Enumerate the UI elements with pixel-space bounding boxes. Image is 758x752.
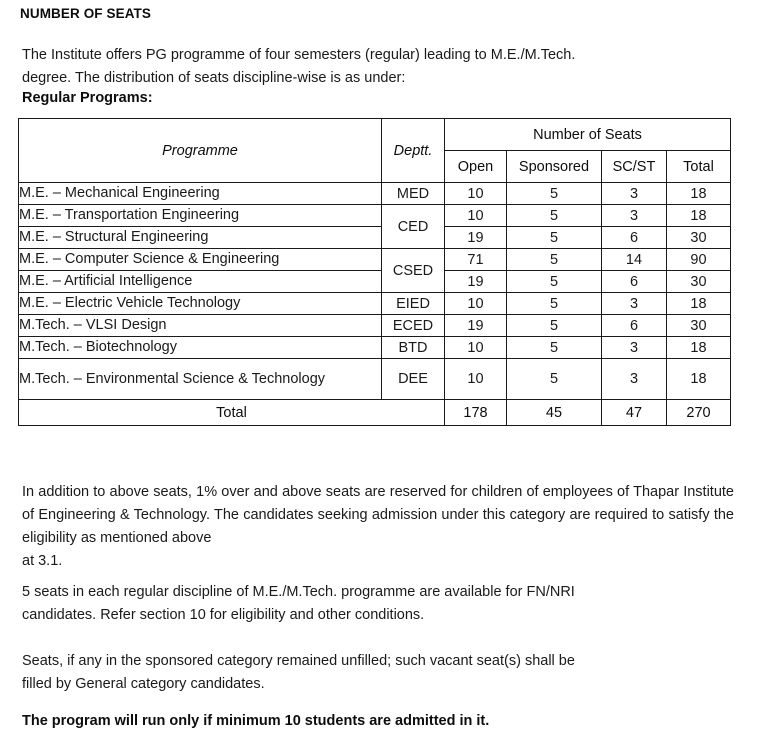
cell-sc-st: 3 [602,337,667,359]
cell-open: 10 [445,183,507,205]
cell-sc-st: 6 [602,227,667,249]
cell-sc-st: 3 [602,183,667,205]
note-1-main: In addition to above seats, 1% over and above seats are reserved for children of employees of Thapar Institute of Engineering & Technology. The candidates seeking admission under this category are required to satisfy the eligibility as mentioned above [22,484,734,546]
cell-sc-st: 6 [602,271,667,293]
cell-sc-st: 6 [602,315,667,337]
cell-deptt: DEE [382,359,445,400]
note-3-last: filled by General category candidates. [22,676,265,692]
total-open: 178 [445,400,507,426]
intro-paragraph-main: The Institute offers PG programme of four semesters (regular) leading to M.E./M.Tech. [22,47,576,63]
cell-sc-st: 14 [602,249,667,271]
table-row [19,227,731,249]
cell-programme: M.E. – Computer Science & Engineering [19,249,382,271]
table-header [19,119,731,183]
table-row [19,249,731,271]
cell-sponsored: 5 [507,183,602,205]
cell-programme: M.E. – Artificial Intelligence [19,271,382,293]
cell-open: 10 [445,337,507,359]
cell-sponsored: 5 [507,293,602,315]
cell-sponsored: 5 [507,249,602,271]
column-header-sponsored: Sponsored [507,151,602,183]
cell-open: 10 [445,359,507,400]
column-header-deptt: Deptt. [382,119,445,183]
table-row [19,315,731,337]
note-2-main: 5 seats in each regular discipline of M.E./M.Tech. programme are available for FN/NRI [22,584,575,600]
cell-total: 30 [667,227,731,249]
cell-deptt: ECED [382,315,445,337]
table-total-row [19,400,731,426]
intro-paragraph [22,44,734,90]
note-paragraph-fn-nri [22,581,734,627]
cell-total: 90 [667,249,731,271]
note-paragraph-minimum-students: The program will run only if minimum 10 students are admitted in it. [22,713,490,729]
cell-sc-st: 3 [602,293,667,315]
note-2-last: candidates. Refer section 10 for eligibility and other conditions. [22,607,425,623]
note-paragraph-sponsored-vacancy [22,650,734,696]
cell-programme: M.E. – Transportation Engineering [19,205,382,227]
cell-sponsored: 5 [507,271,602,293]
column-header-number-of-seats: Number of Seats [445,119,731,151]
table-row [19,359,731,400]
cell-deptt: CSED [382,249,445,293]
table-row [19,337,731,359]
cell-open: 10 [445,293,507,315]
page-title: NUMBER OF SEATS [20,6,152,21]
cell-total: 18 [667,205,731,227]
cell-open: 19 [445,271,507,293]
cell-open: 10 [445,205,507,227]
seats-table [18,118,731,426]
total-total: 270 [667,400,731,426]
cell-total: 30 [667,315,731,337]
cell-sc-st: 3 [602,359,667,400]
cell-sponsored: 5 [507,205,602,227]
note-paragraph-employee-quota [22,481,734,573]
column-header-open: Open [445,151,507,183]
cell-sponsored: 5 [507,359,602,400]
table-body [19,183,731,426]
cell-programme: M.E. – Mechanical Engineering [19,183,382,205]
note-1-last: at 3.1. [22,553,63,569]
cell-sponsored: 5 [507,337,602,359]
total-sc-st: 47 [602,400,667,426]
cell-open: 19 [445,315,507,337]
total-row-label: Total [19,400,445,426]
regular-programs-label: Regular Programs: [22,90,153,106]
total-sponsored: 45 [507,400,602,426]
cell-programme: M.E. – Electric Vehicle Technology [19,293,382,315]
cell-sc-st: 3 [602,205,667,227]
table-row [19,183,731,205]
cell-total: 18 [667,293,731,315]
cell-programme: M.E. – Structural Engineering [19,227,382,249]
cell-programme: M.Tech. – VLSI Design [19,315,382,337]
cell-open: 19 [445,227,507,249]
cell-total: 30 [667,271,731,293]
cell-deptt: EIED [382,293,445,315]
table-row [19,293,731,315]
table-row [19,205,731,227]
cell-total: 18 [667,359,731,400]
cell-total: 18 [667,183,731,205]
cell-deptt: CED [382,205,445,249]
table-header-row-1 [19,119,731,151]
cell-programme: M.Tech. – Biotechnology [19,337,382,359]
cell-total: 18 [667,337,731,359]
intro-paragraph-last: degree. The distribution of seats discipline-wise is as under: [22,70,406,86]
column-header-sc-st: SC/ST [602,151,667,183]
cell-deptt: MED [382,183,445,205]
cell-open: 71 [445,249,507,271]
cell-programme: M.Tech. – Environmental Science & Technology [19,359,382,400]
cell-sponsored: 5 [507,227,602,249]
cell-sponsored: 5 [507,315,602,337]
cell-deptt: BTD [382,337,445,359]
column-header-total: Total [667,151,731,183]
note-3-main: Seats, if any in the sponsored category remained unfilled; such vacant seat(s) shall be [22,653,575,669]
column-header-programme: Programme [19,119,382,183]
table-row [19,271,731,293]
